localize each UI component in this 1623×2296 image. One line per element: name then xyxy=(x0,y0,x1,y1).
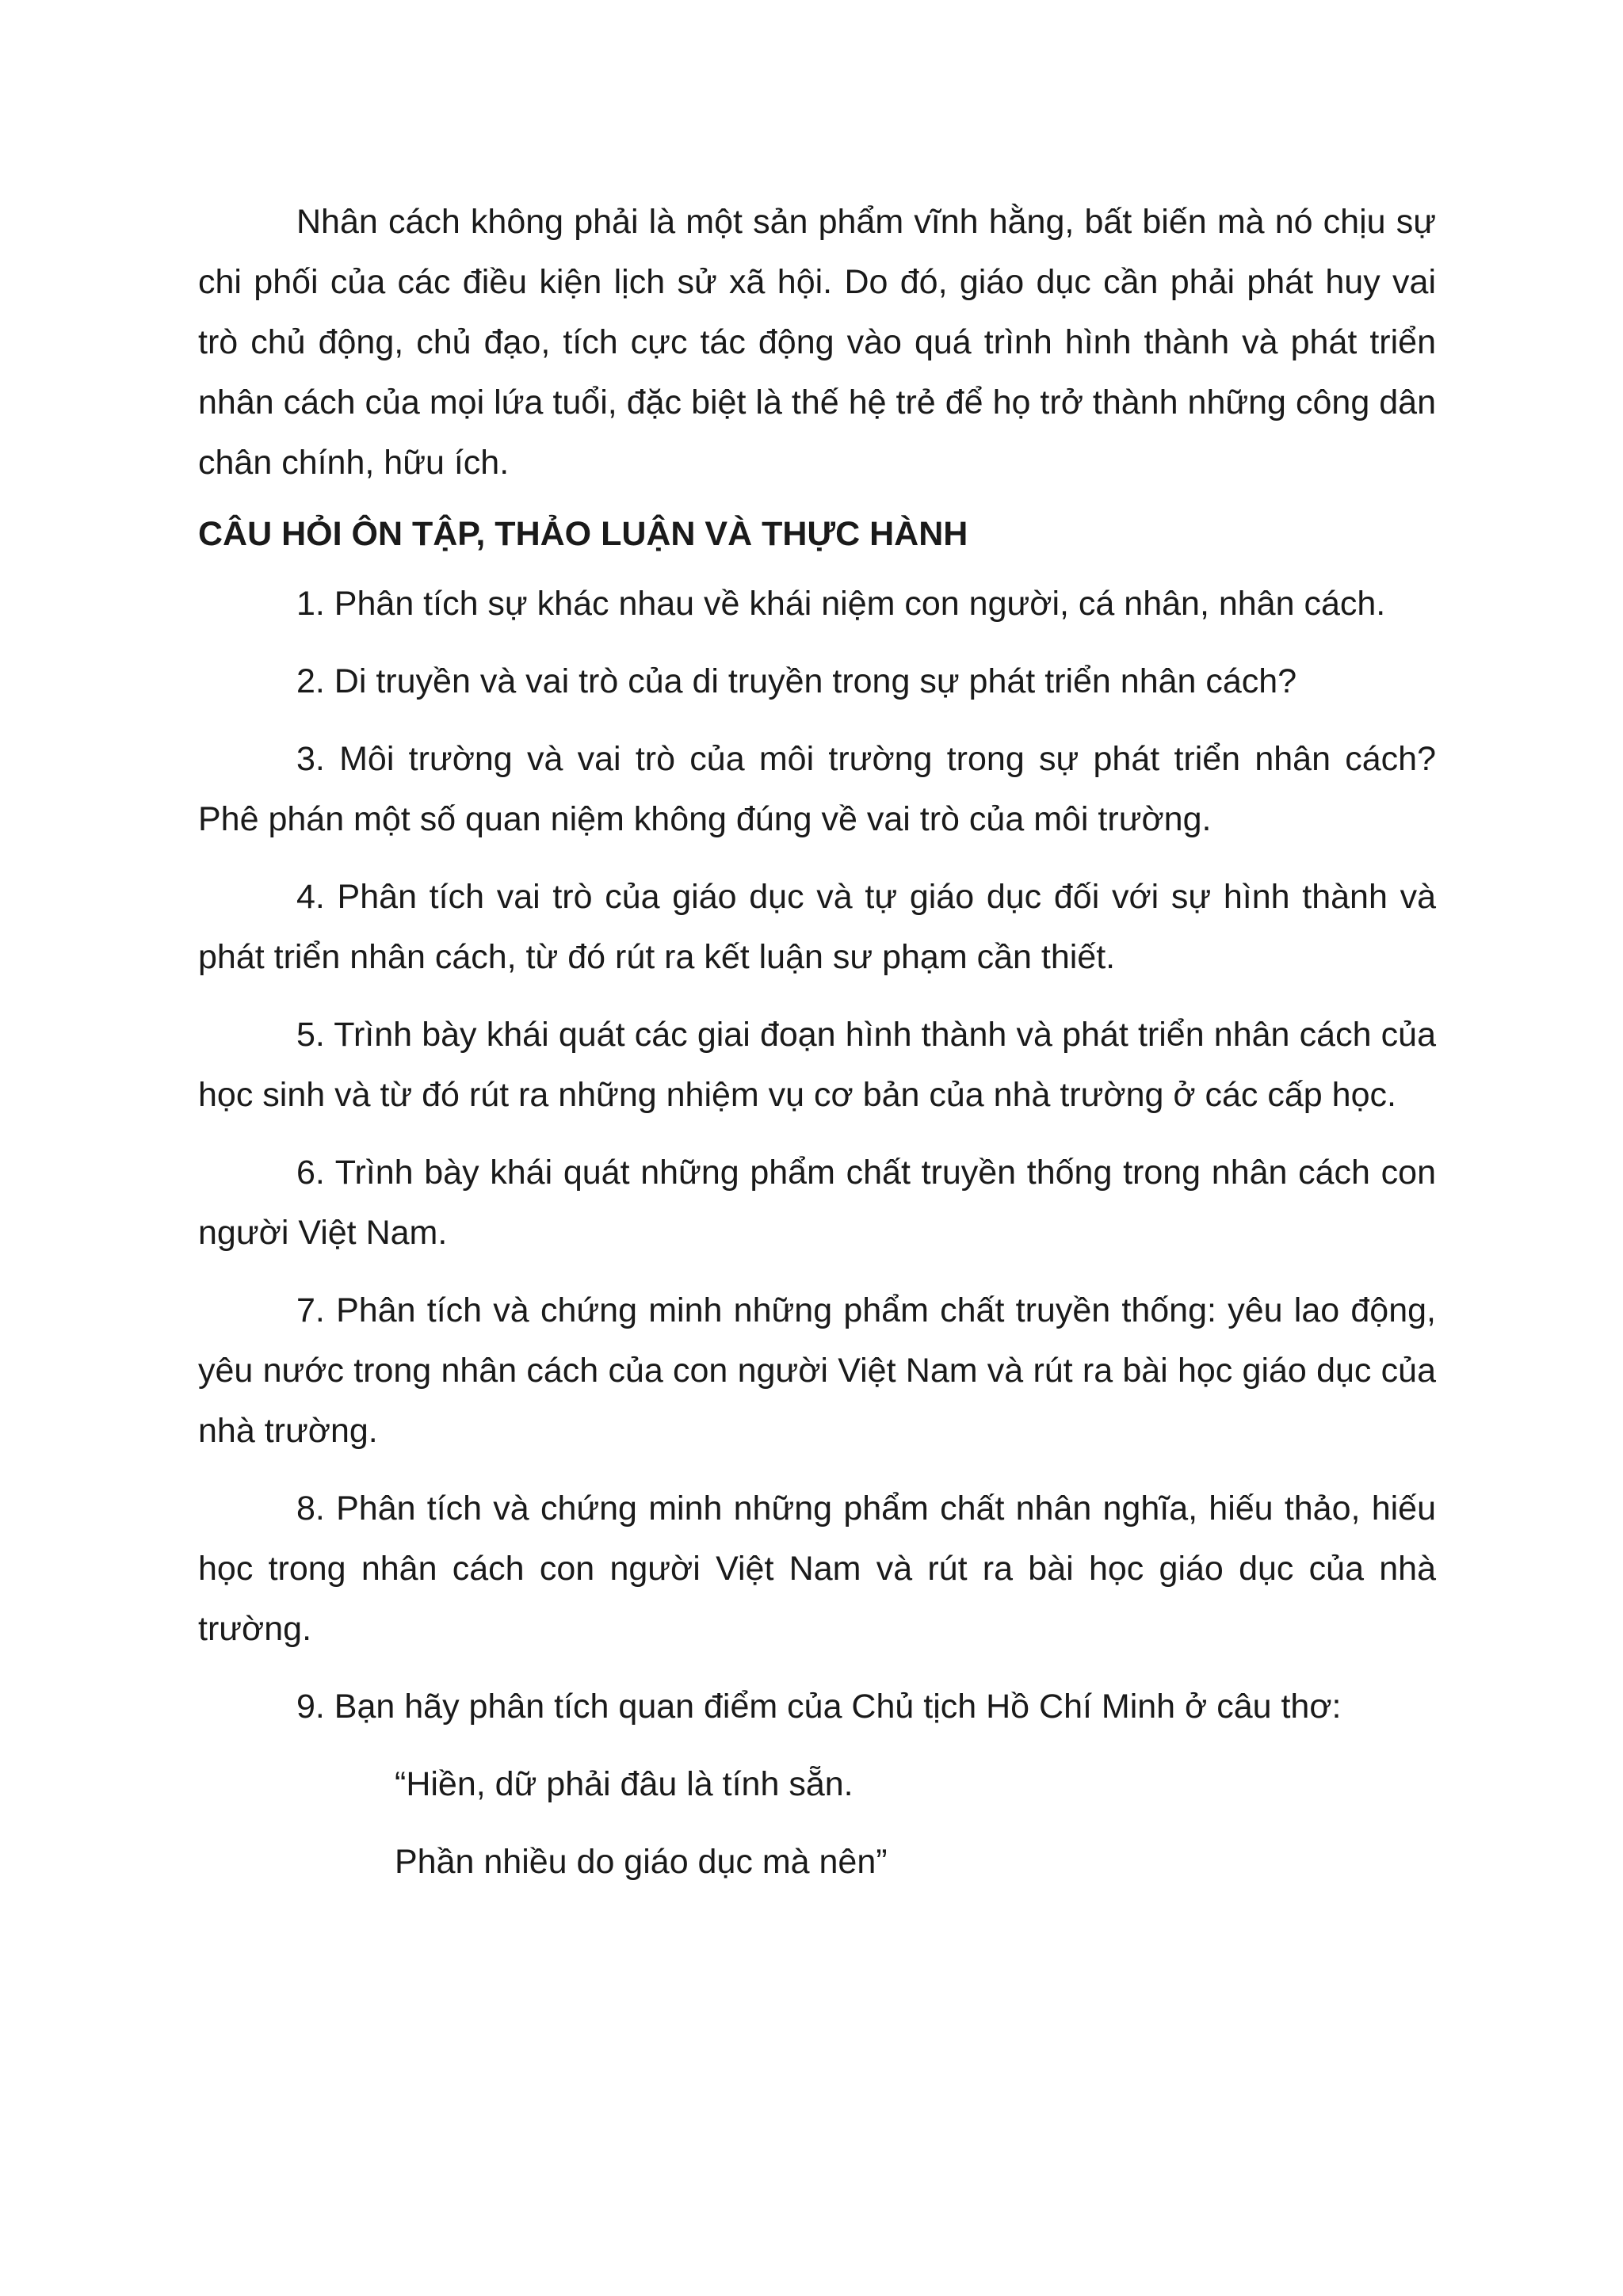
question-9: 9. Bạn hãy phân tích quan điểm của Chủ tịch Hồ Chí Minh ở câu thơ: xyxy=(296,1688,1342,1726)
question-2: 2. Di truyền và vai trò của di truyền trong sự phát triển nhân cách? xyxy=(296,662,1297,700)
poem-line-1: “Hiền, dữ phải đâu là tính sẵn. xyxy=(395,1765,854,1803)
question-8: 8. Phân tích và chứng minh những phẩm chất nhân nghĩa, hiếu thảo, hiếu học trong nhân cách con người Việt Nam và rút ra bài học giáo dục của nhà trường. xyxy=(198,1489,1436,1648)
question-4: 4. Phân tích vai trò của giáo dục và tự giáo dục đối với sự hình thành và phát triển nhân cách, từ đó rút ra kết luận sư phạm cần thiết. xyxy=(198,878,1436,976)
section-heading: CÂU HỎI ÔN TẬP, THẢO LUẬN VÀ THỰC HÀNH xyxy=(198,515,968,553)
poem-line-2: Phần nhiều do giáo dục mà nên” xyxy=(395,1843,888,1881)
question-1: 1. Phân tích sự khác nhau về khái niệm con người, cá nhân, nhân cách. xyxy=(296,585,1386,623)
question-3: 3. Môi trường và vai trò của môi trường trong sự phát triển nhân cách? Phê phán một số quan niệm không đúng về vai trò của môi trường. xyxy=(198,740,1436,838)
question-5: 5. Trình bày khái quát các giai đoạn hình thành và phát triển nhân cách của học sinh và từ đó rút ra những nhiệm vụ cơ bản của nhà trường ở các cấp học. xyxy=(198,1016,1436,1114)
intro-paragraph: Nhân cách không phải là một sản phẩm vĩnh hằng, bất biến mà nó chịu sự chi phối của các điều kiện lịch sử xã hội. Do đó, giáo dục cần phải phát huy vai trò chủ động, chủ đạo, tích cực tác động vào quá trình hình thành và phát triển nhân cách của mọi lứa tuổi, đặc biệt là thế hệ trẻ để họ trở thành những công dân chân chính, hữu ích. xyxy=(198,203,1436,482)
document-page xyxy=(198,192,1436,1909)
question-6: 6. Trình bày khái quát những phẩm chất truyền thống trong nhân cách con người Việt Nam. xyxy=(198,1154,1436,1252)
question-7: 7. Phân tích và chứng minh những phẩm chất truyền thống: yêu lao động, yêu nước trong nhân cách của con người Việt Nam và rút ra bài học giáo dục của nhà trường. xyxy=(198,1291,1436,1450)
